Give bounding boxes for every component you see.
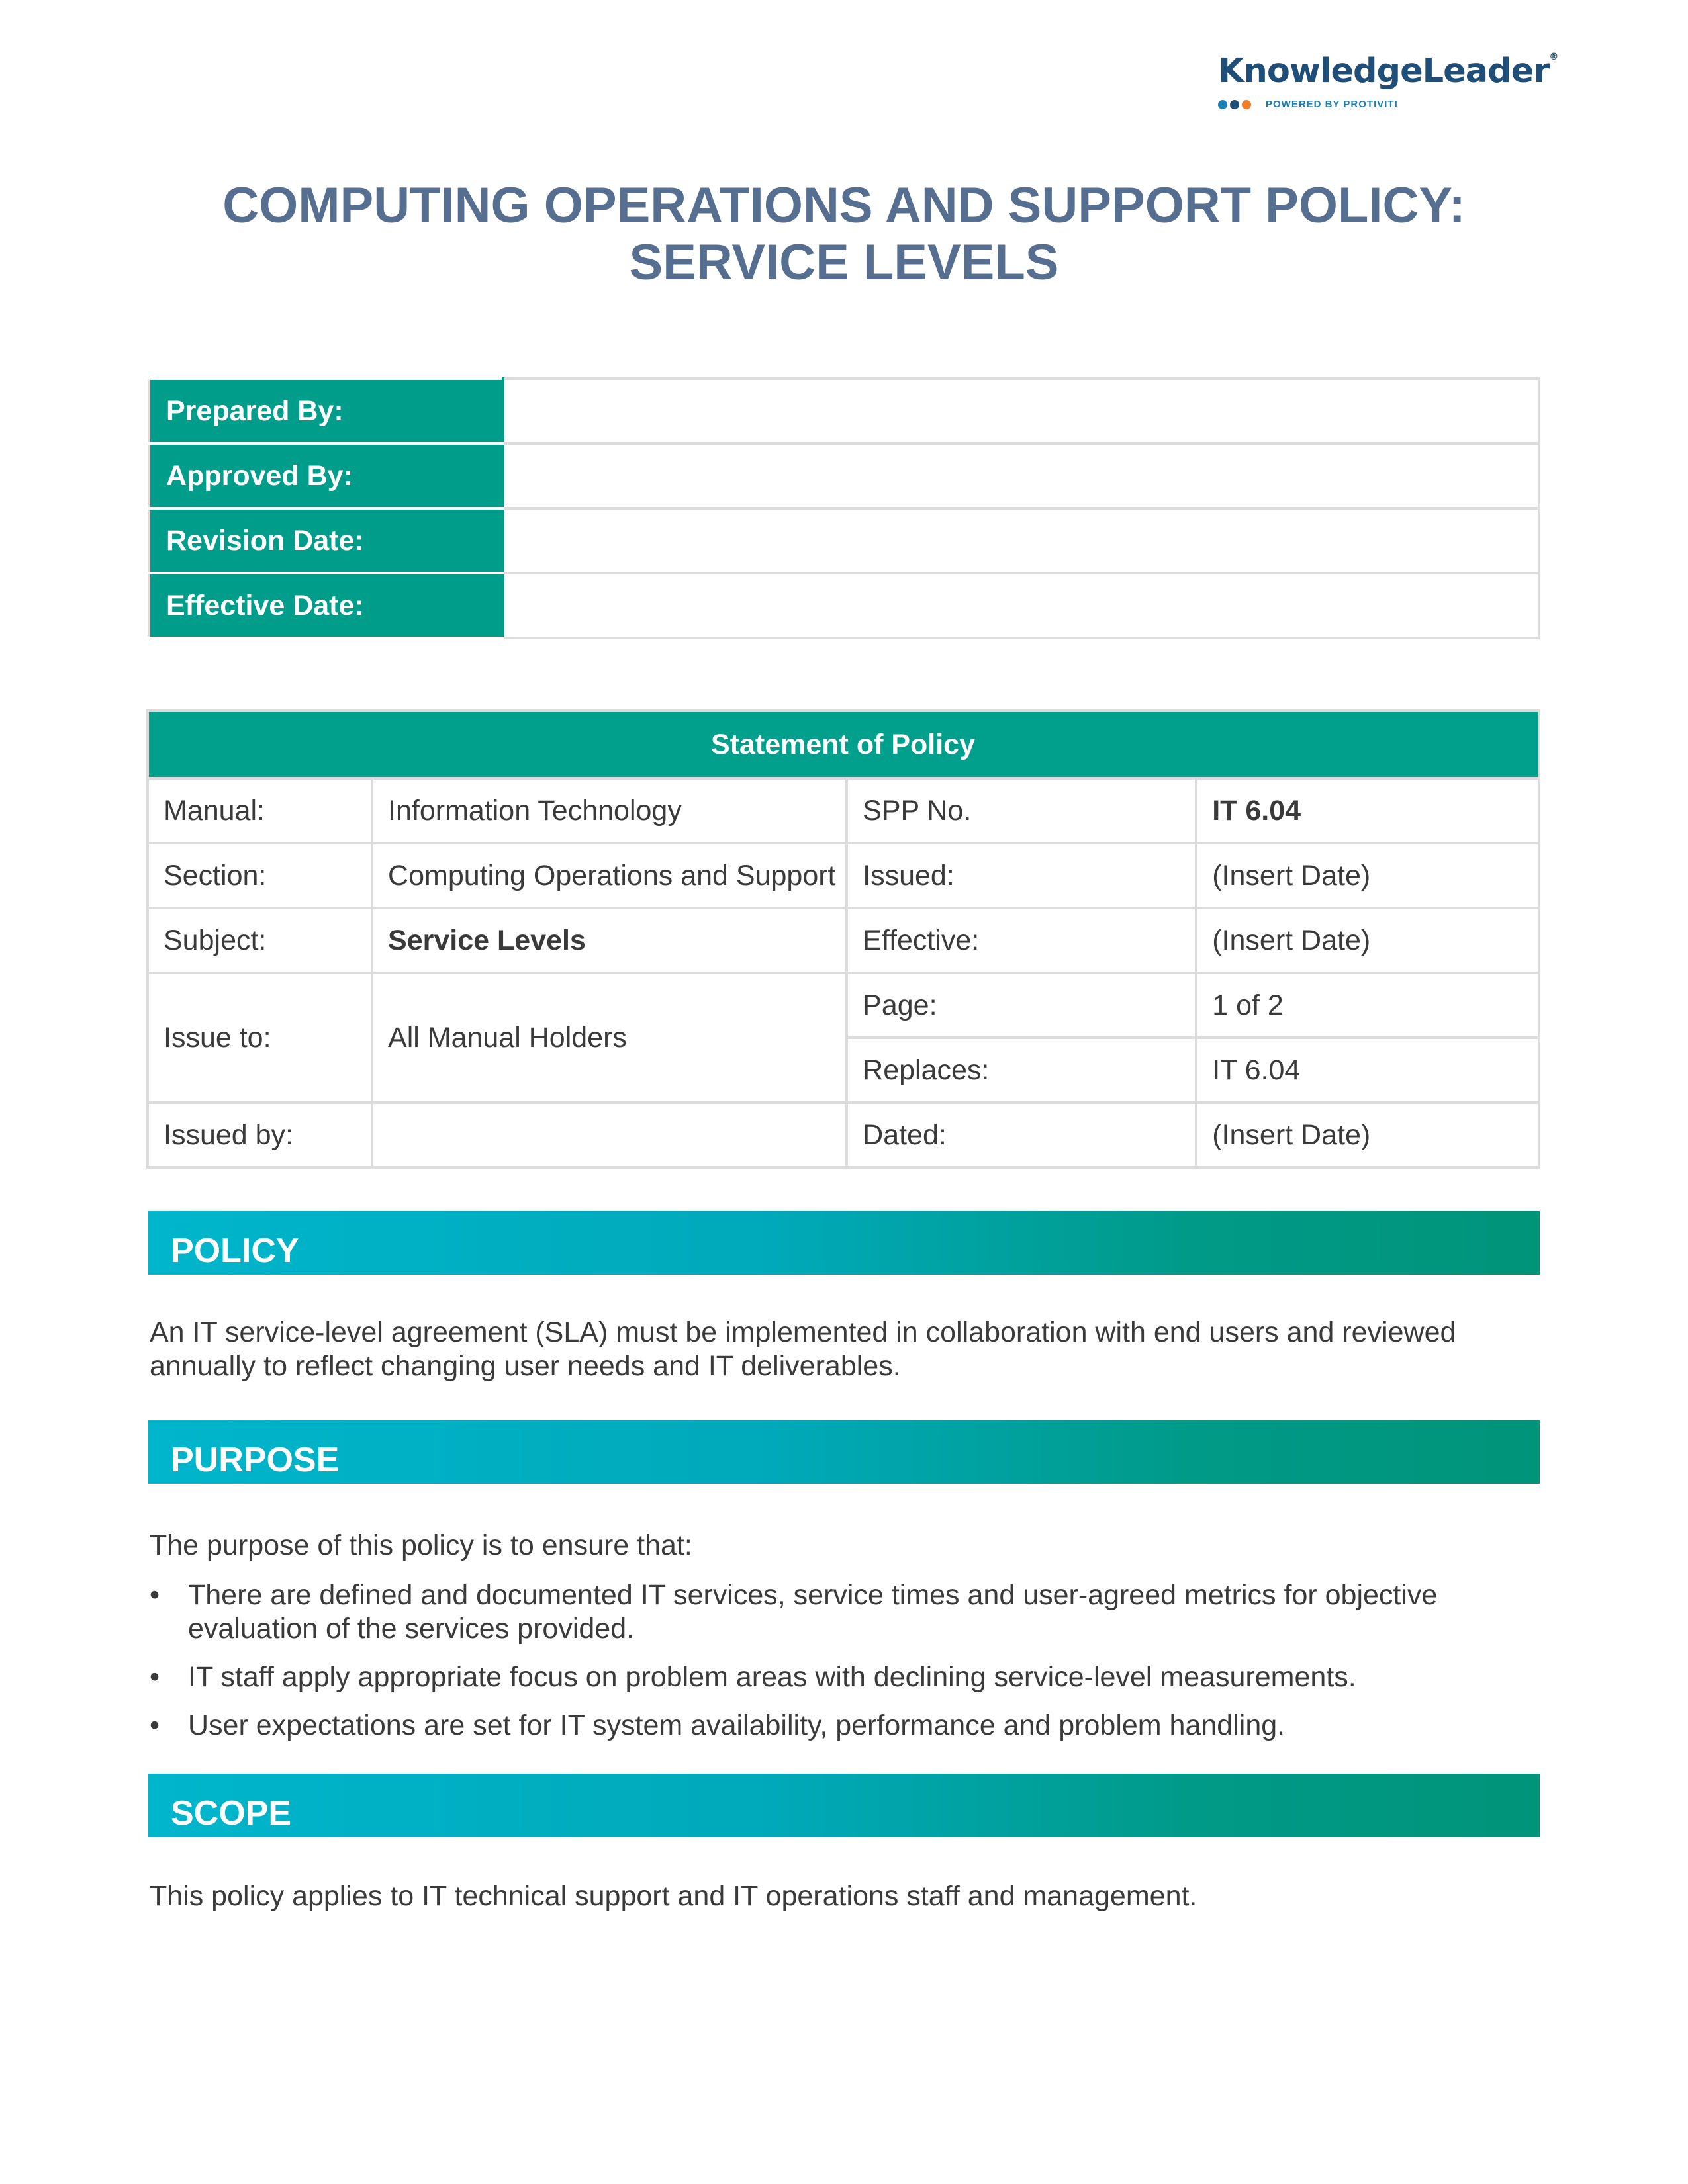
- issued-value: (Insert Date): [1196, 843, 1539, 908]
- list-item: • User expectations are set for IT system availability, performance and problem handling.: [150, 1709, 1553, 1743]
- statement-of-policy-table: [146, 709, 1540, 1169]
- logo-wordmark: KnowledgeLeader: [1218, 52, 1550, 91]
- prepared-by-value[interactable]: [503, 379, 1539, 443]
- trademark-mark: ®: [1549, 52, 1558, 62]
- replaces-value: IT 6.04: [1196, 1038, 1539, 1103]
- section-label: Section:: [148, 843, 372, 908]
- purpose-bullet-list: [150, 1578, 1553, 1757]
- table-row: [148, 908, 1539, 973]
- issue-to-label: Issue to:: [148, 973, 372, 1103]
- dated-label: Dated:: [847, 1103, 1196, 1167]
- approved-by-label: Approved By:: [149, 443, 503, 508]
- effective-date-label: Effective Date:: [149, 573, 503, 638]
- issue-to-value: All Manual Holders: [372, 973, 847, 1103]
- policy-text: An IT service-level agreement (SLA) must be implemented in collaboration with end users and reviewed annually to reflect changing user needs and IT deliverables.: [150, 1316, 1456, 1382]
- table-row: [149, 443, 1539, 508]
- logo-dot-icon: [1230, 100, 1239, 109]
- logo-tagline: POWERED BY PROTIVITI: [1266, 99, 1398, 110]
- subject-label: Subject:: [148, 908, 372, 973]
- section-value: Computing Operations and Support: [372, 843, 847, 908]
- dated-value: (Insert Date): [1196, 1103, 1539, 1167]
- scope-text: This policy applies to IT technical support and IT operations staff and management.: [150, 1880, 1197, 1912]
- table-row: [148, 1103, 1539, 1167]
- revision-date-value[interactable]: [503, 508, 1539, 573]
- effective-value: (Insert Date): [1196, 908, 1539, 973]
- manual-value: Information Technology: [372, 778, 847, 843]
- approval-table: [148, 377, 1540, 639]
- spp-label: SPP No.: [847, 778, 1196, 843]
- logo-dot-icon: [1218, 100, 1227, 109]
- issued-by-label: Issued by:: [148, 1103, 372, 1167]
- table-row: [148, 711, 1539, 778]
- effective-label: Effective:: [847, 908, 1196, 973]
- knowledgeleader-logo: [1218, 52, 1558, 110]
- title-line-2: SERVICE LEVELS: [629, 234, 1059, 291]
- purpose-intro: The purpose of this policy is to ensure that:: [150, 1529, 692, 1561]
- approved-by-value[interactable]: [503, 443, 1539, 508]
- table-row: [148, 843, 1539, 908]
- table-row: [149, 573, 1539, 638]
- effective-date-value[interactable]: [503, 573, 1539, 638]
- logo-dot-icon: [1242, 100, 1251, 109]
- spp-value: IT 6.04: [1196, 778, 1539, 843]
- scope-section-heading: SCOPE: [148, 1774, 1540, 1837]
- issued-by-value: [372, 1103, 847, 1167]
- page-label: Page:: [847, 973, 1196, 1038]
- table-row: [149, 508, 1539, 573]
- subject-value: Service Levels: [372, 908, 847, 973]
- prepared-by-label: Prepared By:: [149, 379, 503, 443]
- list-item: • There are defined and documented IT services, service times and user-agreed metrics for objective evaluation of the services provided.: [150, 1578, 1553, 1646]
- title-line-1: COMPUTING OPERATIONS AND SUPPORT POLICY:: [222, 177, 1466, 234]
- revision-date-label: Revision Date:: [149, 508, 503, 573]
- list-item: • IT staff apply appropriate focus on problem areas with declining service-level measurements.: [150, 1661, 1553, 1694]
- document-title: [0, 177, 1688, 291]
- table-row: [148, 973, 1539, 1038]
- table-row: [148, 778, 1539, 843]
- replaces-label: Replaces:: [847, 1038, 1196, 1103]
- statement-header: Statement of Policy: [148, 711, 1539, 778]
- manual-label: Manual:: [148, 778, 372, 843]
- purpose-section-heading: PURPOSE: [148, 1420, 1540, 1484]
- table-row: [149, 379, 1539, 443]
- issued-label: Issued:: [847, 843, 1196, 908]
- page-value: 1 of 2: [1196, 973, 1539, 1038]
- policy-section-heading: POLICY: [148, 1211, 1540, 1275]
